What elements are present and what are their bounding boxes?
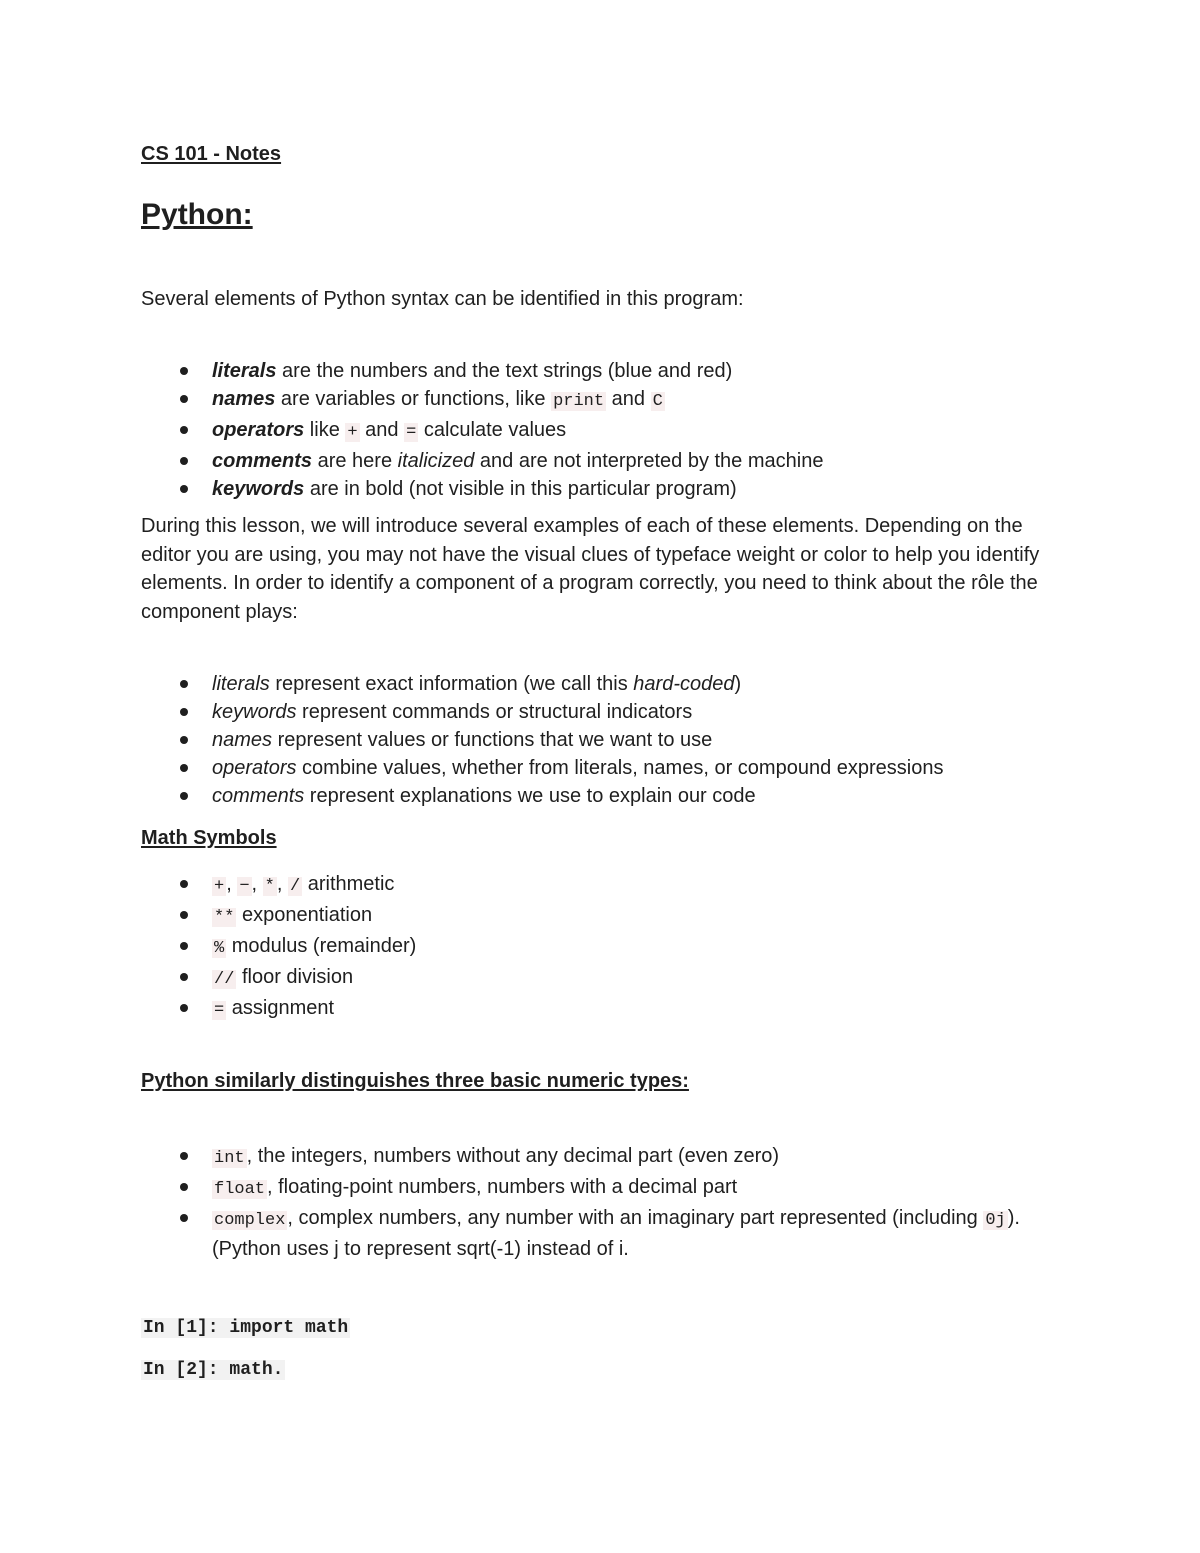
list-item bbox=[141, 357, 1061, 385]
term-literals: literals bbox=[212, 673, 270, 695]
term-comments: comments bbox=[212, 450, 313, 472]
item-text: represent explanations we use to explain our code bbox=[304, 785, 756, 807]
list-item bbox=[141, 994, 1061, 1025]
item-text: and bbox=[359, 419, 405, 441]
item-text: ) bbox=[734, 673, 742, 695]
list-item bbox=[141, 870, 1061, 901]
italic-word: hard-coded bbox=[633, 673, 735, 695]
code-cell-1: In [1]: import math bbox=[143, 1318, 349, 1338]
term-names: names bbox=[212, 388, 276, 410]
list-item bbox=[141, 782, 1061, 810]
term-keywords: keywords bbox=[212, 701, 297, 723]
item-text: are here bbox=[312, 450, 398, 472]
code-floor-division: // bbox=[214, 970, 235, 989]
list-item bbox=[141, 901, 1061, 932]
code-assignment: = bbox=[214, 1001, 225, 1020]
code-0j: 0j bbox=[985, 1211, 1006, 1230]
list-item bbox=[141, 447, 1061, 475]
term-literals: literals bbox=[212, 360, 277, 382]
term-operators: operators bbox=[212, 757, 297, 779]
code-float: float bbox=[214, 1180, 266, 1199]
code-cell-2: In [2]: math. bbox=[143, 1360, 284, 1380]
code-minus: − bbox=[239, 877, 250, 896]
separator: , bbox=[226, 873, 238, 895]
intro-text: Several elements of Python syntax can be identified in this program: bbox=[141, 288, 744, 310]
item-text: ). bbox=[1007, 1207, 1020, 1229]
code-print: print bbox=[553, 392, 605, 411]
item-text: are variables or functions, like bbox=[275, 388, 552, 410]
code-multiply: * bbox=[264, 877, 275, 896]
page-title: Python: bbox=[141, 198, 253, 231]
term-keywords: keywords bbox=[212, 478, 305, 500]
italic-word: italicized bbox=[397, 450, 475, 472]
code-c: C bbox=[652, 392, 663, 411]
list-item bbox=[141, 385, 1061, 416]
item-text: arithmetic bbox=[302, 873, 395, 895]
item-text: , complex numbers, any number with an imaginary part represented (including bbox=[287, 1207, 984, 1229]
item-text: like bbox=[304, 419, 346, 441]
item-text: represent exact information (we call this bbox=[269, 673, 634, 695]
code-plus: + bbox=[347, 423, 358, 442]
list-item bbox=[141, 963, 1061, 994]
code-exponent: ** bbox=[214, 908, 235, 927]
list-item bbox=[141, 754, 1061, 782]
code-plus: + bbox=[214, 877, 225, 896]
code-divide: / bbox=[289, 877, 301, 896]
code-equals: = bbox=[406, 423, 417, 442]
item-text: represent values or functions that we want to use bbox=[272, 729, 713, 751]
item-text: assignment bbox=[226, 997, 335, 1019]
item-text: represent commands or structural indicators bbox=[296, 701, 693, 723]
code-int: int bbox=[214, 1149, 245, 1168]
list-item bbox=[141, 475, 1061, 503]
separator: , bbox=[251, 873, 263, 895]
syntax-elements-list bbox=[141, 357, 1061, 503]
item-text: modulus (remainder) bbox=[226, 935, 417, 957]
numeric-types-heading: Python similarly distinguishes three basic numeric types: bbox=[141, 1070, 689, 1092]
item-text: combine values, whether from literals, names, or compound expressions bbox=[296, 757, 944, 779]
term-comments: comments bbox=[212, 785, 305, 807]
item-text: exponentiation bbox=[236, 904, 373, 926]
component-roles-list bbox=[141, 670, 1061, 810]
item-text: and are not interpreted by the machine bbox=[474, 450, 824, 472]
list-item bbox=[141, 416, 1061, 447]
list-item bbox=[141, 932, 1061, 963]
separator: , bbox=[276, 873, 288, 895]
list-item bbox=[141, 726, 1061, 754]
item-text: and bbox=[606, 388, 651, 410]
item-text: are in bold (not visible in this particular program) bbox=[304, 478, 737, 500]
item-text: , floating-point numbers, numbers with a decimal part bbox=[267, 1176, 738, 1198]
item-text-continued: (Python uses j to represent sqrt(-1) instead of i. bbox=[212, 1238, 629, 1260]
term-operators: operators bbox=[212, 419, 305, 441]
code-modulus: % bbox=[214, 939, 225, 958]
item-text: , the integers, numbers without any decimal part (even zero) bbox=[246, 1145, 780, 1167]
item-text: are the numbers and the text strings (blue and red) bbox=[276, 360, 733, 382]
term-names: names bbox=[212, 729, 273, 751]
math-symbols-heading: Math Symbols bbox=[141, 827, 277, 849]
list-item bbox=[141, 1204, 1061, 1263]
course-title: CS 101 - Notes bbox=[141, 143, 282, 165]
lesson-paragraph: During this lesson, we will introduce several examples of each of these elements. Depending on the editor you are using, you may not have the visual clues of typeface weight or color to help you identify elements. In order to identify a component of a program correctly, you need to think about the rôle the component plays: bbox=[141, 515, 1040, 623]
list-item bbox=[141, 670, 1061, 698]
list-item bbox=[141, 1173, 1061, 1204]
list-item bbox=[141, 1142, 1061, 1173]
list-item bbox=[141, 698, 1061, 726]
item-text: calculate values bbox=[418, 419, 567, 441]
item-text: floor division bbox=[236, 966, 354, 988]
code-complex: complex bbox=[214, 1211, 286, 1230]
numeric-types-list bbox=[141, 1142, 1061, 1263]
math-symbols-list bbox=[141, 870, 1061, 1025]
